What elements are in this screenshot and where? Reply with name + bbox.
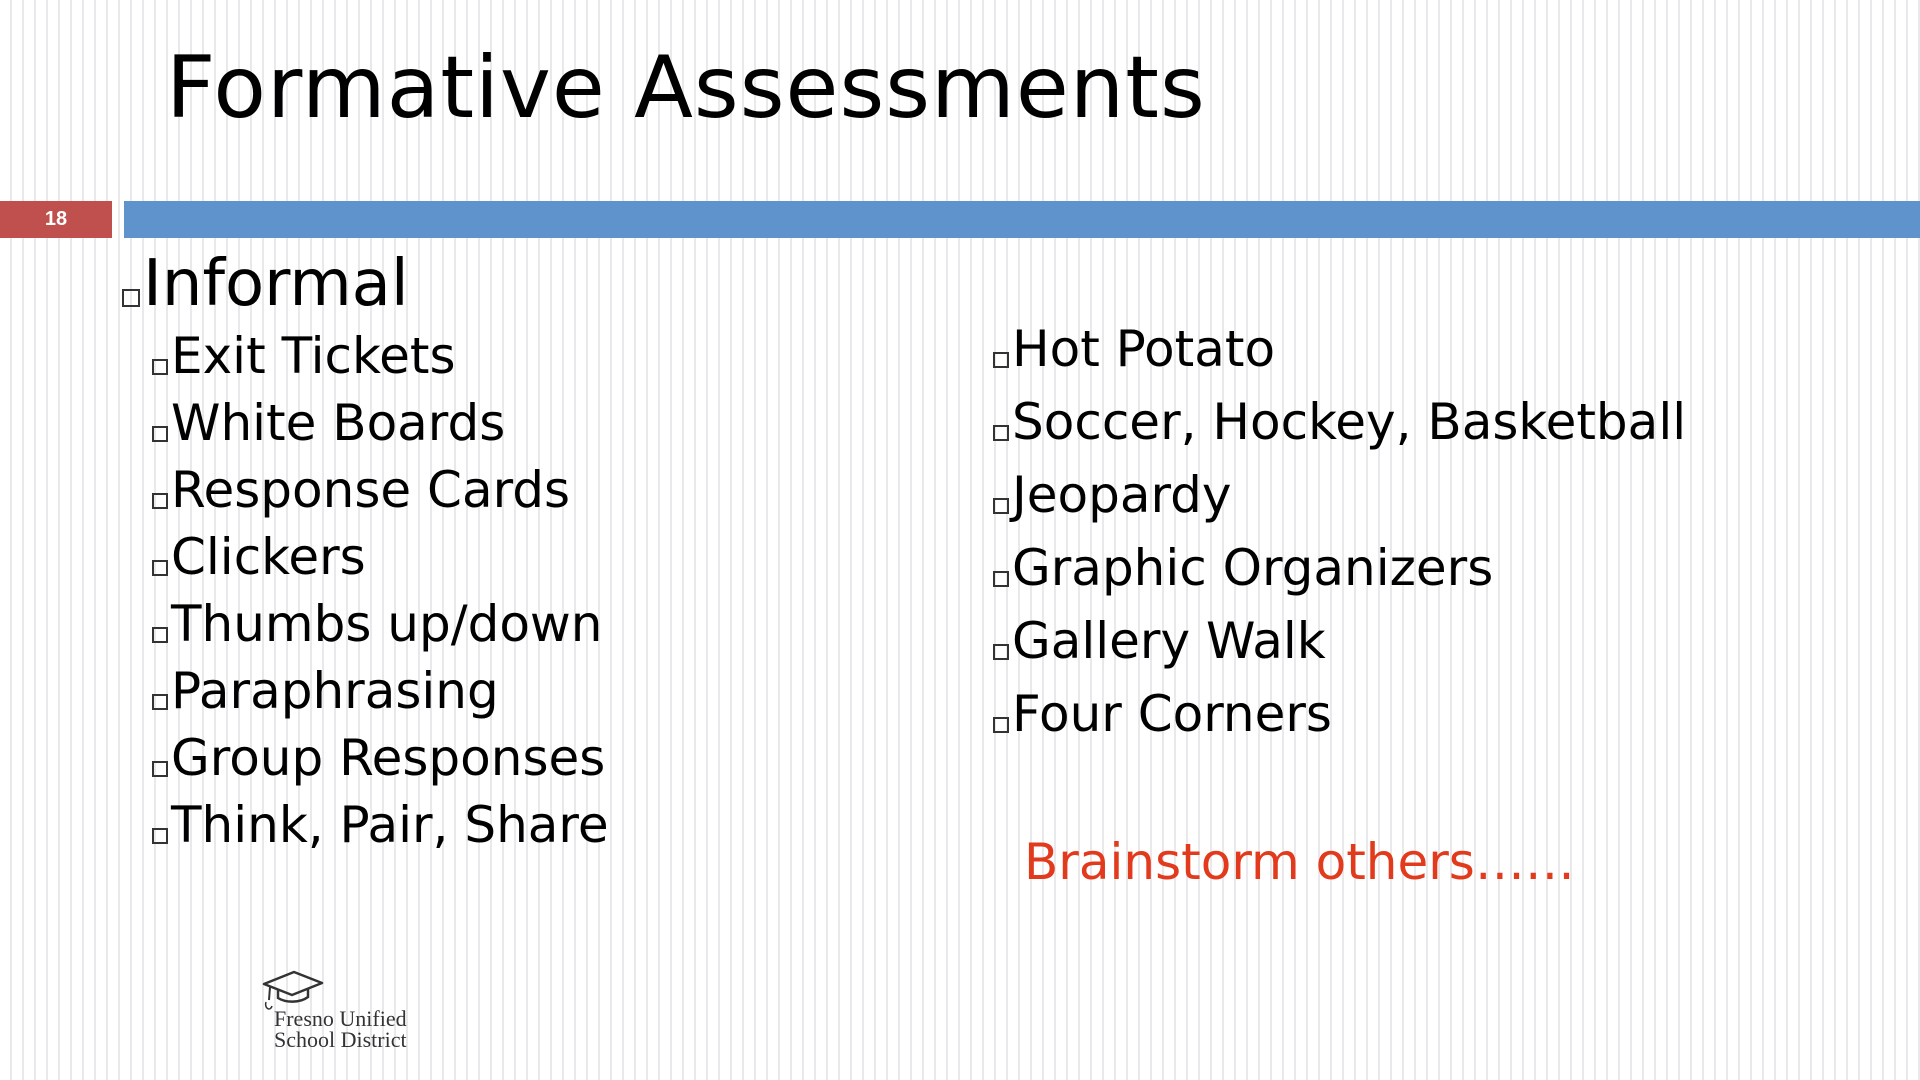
square-bullet-icon — [993, 717, 1009, 733]
square-bullet-icon — [993, 498, 1009, 514]
list-item — [152, 390, 609, 457]
list-item — [993, 678, 1686, 751]
square-bullet-icon — [993, 425, 1009, 441]
list-item-label: Paraphrasing — [171, 662, 499, 720]
square-bullet-icon — [152, 359, 168, 375]
list-item-label: Gallery Walk — [1012, 612, 1326, 670]
list-item-label: Think, Pair, Share — [171, 796, 609, 854]
square-bullet-icon — [152, 560, 168, 576]
list-item — [152, 658, 609, 725]
list-item — [993, 459, 1686, 532]
heading-label: Informal — [143, 247, 409, 321]
list-item — [993, 386, 1686, 459]
square-bullet-icon — [993, 644, 1009, 660]
list-item-label: Group Responses — [171, 729, 606, 787]
slide-number: 18 — [0, 201, 112, 238]
list-item-label: Hot Potato — [1012, 320, 1276, 378]
list-item — [152, 725, 609, 792]
square-bullet-icon — [152, 694, 168, 710]
list-item-label: Soccer, Hockey, Basketball — [1012, 393, 1687, 451]
district-logo — [260, 966, 430, 1056]
list-item-label: Thumbs up/down — [171, 595, 603, 653]
list-item — [152, 591, 609, 658]
square-bullet-icon — [152, 493, 168, 509]
informal-heading — [122, 244, 409, 324]
list-item-label: Clickers — [171, 528, 366, 586]
title-bar — [124, 201, 1920, 238]
list-item — [993, 605, 1686, 678]
informal-list-left — [152, 323, 609, 859]
square-bullet-icon — [152, 627, 168, 643]
square-bullet-icon — [993, 571, 1009, 587]
list-item — [152, 457, 609, 524]
list-item — [152, 524, 609, 591]
square-bullet-icon — [993, 352, 1009, 368]
informal-list-right — [993, 313, 1686, 751]
square-bullet-icon — [122, 289, 140, 307]
list-item-label: White Boards — [171, 394, 506, 452]
list-item-label: Jeopardy — [1012, 466, 1232, 524]
list-item — [993, 532, 1686, 605]
logo-text-line2: School District — [274, 1027, 407, 1052]
list-item — [152, 792, 609, 859]
square-bullet-icon — [152, 761, 168, 777]
slide-title: Formative Assessments — [166, 38, 1206, 138]
brainstorm-callout: Brainstorm others…… — [1024, 833, 1575, 891]
list-item — [993, 313, 1686, 386]
list-item-label: Response Cards — [171, 461, 571, 519]
logo-text-line1: Fresno Unified — [274, 1006, 407, 1031]
list-item-label: Graphic Organizers — [1012, 539, 1494, 597]
list-item — [152, 323, 609, 390]
list-item-label: Exit Tickets — [171, 327, 456, 385]
square-bullet-icon — [152, 828, 168, 844]
list-item-label: Four Corners — [1012, 685, 1332, 743]
square-bullet-icon — [152, 426, 168, 442]
